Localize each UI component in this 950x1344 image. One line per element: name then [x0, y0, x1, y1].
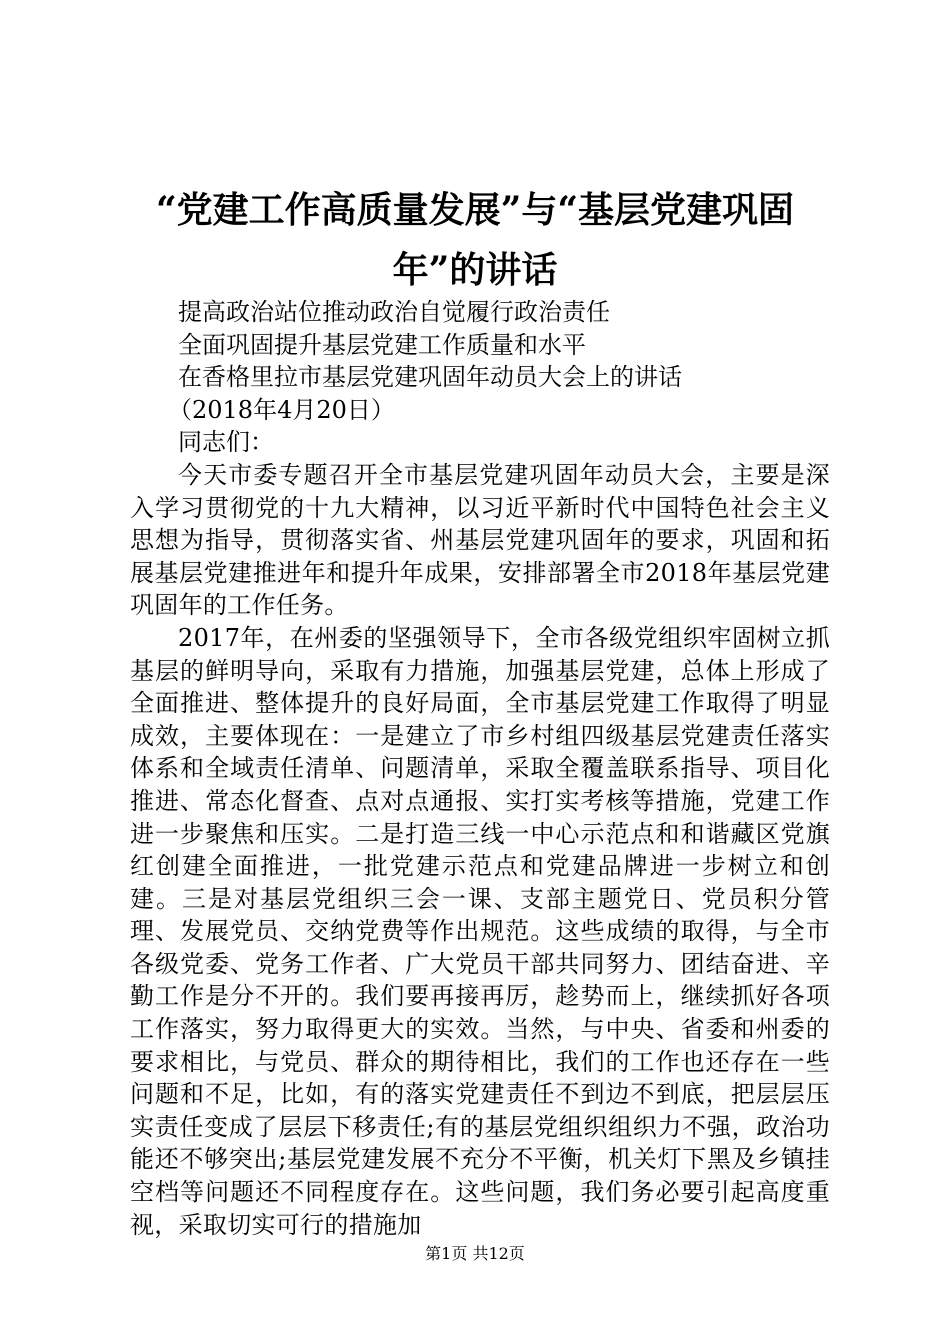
speech-date: （2018年4月20日） [168, 395, 395, 424]
document-body [130, 296, 830, 1241]
subtitle-line: 提高政治站位推动政治自觉履行政治责任 [178, 298, 610, 326]
body-paragraph: 今天市委专题召开全市基层党建巩固年动员大会，主要是深入学习贯彻党的十九大精神，以习近平新时代中国特色社会主义思想为指导，贯彻落实省、州基层党建巩固年的要求，巩固和拓展基层党建推进年和提升年成果，安排部署全市2018年基层党建巩固年的工作任务。 [130, 460, 830, 620]
document-title-line2: 年”的讲话 [392, 249, 558, 291]
body-paragraph: 2017年，在州委的坚强领导下，全市各级党组织牢固树立抓基层的鲜明导向，采取有力措施，加强基层党建，总体上形成了全面推进、整体提升的良好局面，全市基层党建工作取得了明显成效，主要体现在：一是建立了市乡村组四级基层党建责任落实体系和全域责任清单、问题清单，采取全覆盖联系指导、项目化推进、常态化督查、点对点通报、实打实考核等措施，党建工作进一步聚焦和压实。二是打造三线一中心示范点和和谐藏区党旗红创建全面推进，一批党建示范点和党建品牌进一步树立和创建。三是对基层党组织三会一课、支部主题党日、党员积分管理、发展党员、交纳党费等作出规范。这些成绩的取得，与全市各级党委、党务工作者、广大党员干部共同努力、团结奋进、辛勤工作是分不开的。我们要再接再厉，趁势而上，继续抓好各项工作落实，努力取得更大的实效。当然，与中央、省委和州委的要求相比，与党员、群众的期待相比，我们的工作也还存在一些问题和不足，比如，有的落实党建责任不到边不到底，把层层压实责任变成了层层下移责任;有的基层党组织组织力不强，政治功能还不够突出;基层党建发展不充分不平衡，机关灯下黑及乡镇挂空档等问题还不同程度存在。这些问题，我们务必要引起高度重视，采取切实可行的措施加 [130, 623, 830, 1239]
salutation: 同志们： [178, 428, 274, 457]
subtitle-line: 在香格里拉市基层党建巩固年动员大会上的讲话 [178, 363, 682, 392]
page-number-footer: 第1页 共12页 [425, 1244, 525, 1263]
subtitle-line: 全面巩固提升基层党建工作质量和水平 [178, 330, 586, 359]
document-title-line1: “党建工作高质量发展”与“基层党建巩固 [155, 189, 795, 231]
